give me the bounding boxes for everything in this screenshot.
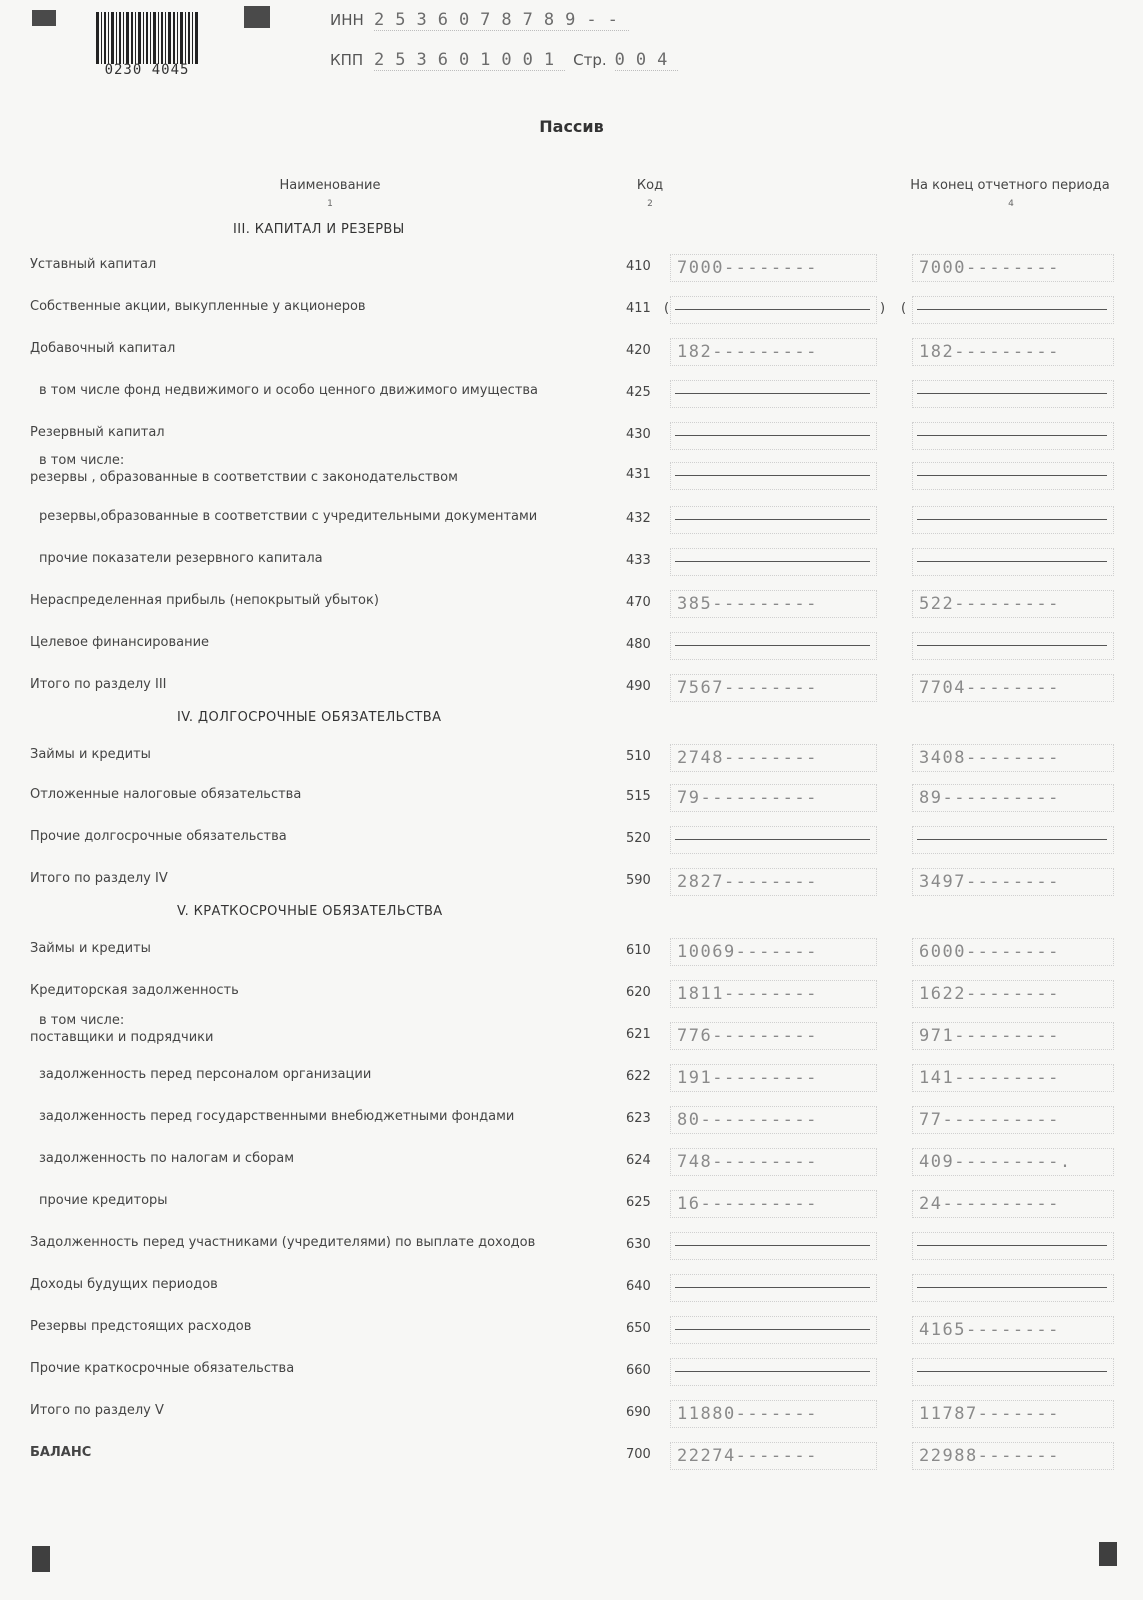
empty-dash-line [675,393,870,394]
value-cell-period-2 [912,1022,1114,1050]
value-cell-period-1 [670,784,877,812]
value-cell-period-1 [670,506,877,534]
section-title-short-term: V. КРАТКОСРОЧНЫЕ ОБЯЗАТЕЛЬСТВА [177,904,443,919]
empty-dash-line [675,1245,870,1246]
inn-value: 2536078789-- [374,9,629,30]
open-paren-2: ( [901,301,907,316]
value-cell-period-2 [912,422,1114,450]
value-text: 7567-------- [677,678,818,698]
column-header-code: Код [636,178,664,193]
row-label-line: Резервный капитал [30,425,165,440]
value-cell-period-2 [912,632,1114,660]
row-label [30,382,624,399]
page-label: Стр. [573,51,607,69]
value-text: 79---------- [677,788,818,808]
row-label-line: Итого по разделу III [30,677,167,692]
value-cell-period-1 [670,1232,877,1260]
row-label [30,940,615,957]
row-label [30,1276,615,1293]
value-cell-period-1 [670,1022,877,1050]
value-text: 11880------- [677,1404,818,1424]
row-label-line: Резервы предстоящих расходов [30,1319,252,1334]
value-cell-period-2 [912,380,1114,408]
row-label [30,786,615,803]
corner-marker-bottom-left [32,1546,50,1572]
row-label [30,982,615,999]
row-label-line: Кредиторская задолженность [30,983,239,998]
value-cell-period-1 [670,1400,877,1428]
value-text: 2748-------- [677,748,818,768]
value-cell-period-2 [912,1148,1114,1176]
inn-label: ИНН [330,11,364,29]
value-cell-period-2 [912,1400,1114,1428]
row-code: 510 [626,749,651,764]
row-label-line: Займы и кредиты [30,941,151,956]
corner-marker-top-left [32,10,56,26]
value-cell-period-2 [912,1064,1114,1092]
value-text: 141--------- [919,1068,1060,1088]
row-label-line: резервы,образованные в соответствии с учредительными документами [39,509,538,524]
value-text: 182--------- [677,342,818,362]
row-label [30,1318,615,1335]
row-code: 610 [626,943,651,958]
row-code: 622 [626,1069,651,1084]
row-code: 433 [626,553,651,568]
row-label-line: в том числе: [39,453,125,468]
row-code: 410 [626,259,651,274]
value-cell-period-2 [912,296,1114,324]
value-cell-period-1 [670,868,877,896]
empty-dash-line [917,1287,1107,1288]
barcode [96,12,198,64]
empty-dash-line [917,561,1107,562]
value-text: 182--------- [919,342,1060,362]
column-number-end-period: 4 [1008,199,1014,209]
row-code: 431 [626,467,651,482]
column-number-code: 2 [647,199,653,209]
value-cell-period-2 [912,1190,1114,1218]
value-cell-period-1 [670,380,877,408]
value-cell-period-2 [912,826,1114,854]
row-code: 624 [626,1153,651,1168]
value-cell-period-1 [670,338,877,366]
row-label [30,1360,615,1377]
value-cell-period-2 [912,980,1114,1008]
value-text: 7000-------- [919,258,1060,278]
value-cell-period-2 [912,784,1114,812]
empty-dash-line [675,435,870,436]
row-label [30,508,624,525]
row-code: 430 [626,427,651,442]
empty-dash-line [675,1371,870,1372]
value-cell-period-2 [912,462,1114,490]
value-text: 3408-------- [919,748,1060,768]
row-code: 625 [626,1195,651,1210]
row-label-line: задолженность перед персоналом организации [39,1067,372,1082]
empty-dash-line [917,393,1107,394]
row-code: 690 [626,1405,651,1420]
value-text: 409---------. [919,1152,1072,1172]
row-label [30,298,615,315]
value-text: 4165-------- [919,1320,1060,1340]
value-cell-period-2 [912,1106,1114,1134]
value-cell-period-1 [670,548,877,576]
value-cell-period-1 [670,980,877,1008]
page-title: Пассив [539,117,604,136]
row-code: 470 [626,595,651,610]
section-title-capital: III. КАПИТАЛ И РЕЗЕРВЫ [233,222,405,237]
value-text: 385--------- [677,594,818,614]
value-cell-period-1 [670,744,877,772]
row-code: 700 [626,1447,651,1462]
kpp-row [330,48,678,72]
value-text: 10069------- [677,942,818,962]
value-cell-period-2 [912,1232,1114,1260]
row-code: 650 [626,1321,651,1336]
value-text: 776--------- [677,1026,818,1046]
value-text: 971--------- [919,1026,1060,1046]
value-text: 6000-------- [919,942,1060,962]
row-label [30,424,615,441]
empty-dash-line [917,519,1107,520]
value-cell-period-2 [912,506,1114,534]
row-code: 660 [626,1363,651,1378]
value-text: 16---------- [677,1194,818,1214]
value-cell-period-2 [912,674,1114,702]
row-label [30,634,615,651]
row-code: 480 [626,637,651,652]
empty-dash-line [675,561,870,562]
value-cell-period-1 [670,674,877,702]
value-cell-period-1 [670,296,877,324]
row-code: 590 [626,873,651,888]
row-label [30,676,615,693]
row-label-line: в том числе: [39,1013,125,1028]
value-text: 7704-------- [919,678,1060,698]
value-cell-period-1 [670,632,877,660]
column-header-name: Наименование [279,178,381,193]
row-label-line: Доходы будущих периодов [30,1277,218,1292]
value-text: 191--------- [677,1068,818,1088]
row-label [30,256,615,273]
empty-dash-line [675,1329,870,1330]
row-label [30,828,615,845]
row-code: 640 [626,1279,651,1294]
row-code: 411 [626,301,651,316]
value-text: 7000-------- [677,258,818,278]
value-text: 522--------- [919,594,1060,614]
row-code: 520 [626,831,651,846]
value-cell-period-1 [670,826,877,854]
row-label [30,340,615,357]
value-text: 24---------- [919,1194,1060,1214]
row-label-line: прочие кредиторы [39,1193,168,1208]
kpp-value: 253601001 [374,49,566,70]
value-text: 89---------- [919,788,1060,808]
row-code: 620 [626,985,651,1000]
value-text: 22274------- [677,1446,818,1466]
value-cell-period-2 [912,1358,1114,1386]
row-label [30,1444,615,1461]
value-text: 22988------- [919,1446,1060,1466]
row-label [30,1066,624,1083]
value-text: 1622-------- [919,984,1060,1004]
row-label [30,592,615,609]
row-label-line: в том числе фонд недвижимого и особо ценного движимого имущества [39,383,539,398]
value-cell-period-1 [670,1358,877,1386]
row-label-line: Итого по разделу V [30,1403,164,1418]
value-text: 3497-------- [919,872,1060,892]
row-label-line: задолженность по налогам и сборам [39,1151,295,1166]
inn-row [330,8,629,32]
row-label-line-2: резервы , образованные в соответствии с законодательством [30,470,458,485]
value-cell-period-1 [670,590,877,618]
row-label [30,870,615,887]
row-label-line: Собственные акции, выкупленные у акционеров [30,299,366,314]
row-code: 623 [626,1111,651,1126]
empty-dash-line [675,839,870,840]
value-text: 11787------- [919,1404,1060,1424]
row-label [30,1012,624,1046]
value-cell-period-2 [912,868,1114,896]
value-cell-period-2 [912,548,1114,576]
row-label-line: Нераспределенная прибыль (непокрытый убыток) [30,593,379,608]
value-cell-period-1 [670,254,877,282]
value-text: 80---------- [677,1110,818,1130]
value-cell-period-1 [670,462,877,490]
row-label [30,1150,624,1167]
row-label [30,452,624,486]
column-number-name: 1 [327,199,333,209]
value-cell-period-1 [670,422,877,450]
row-label [30,1192,624,1209]
row-label-line: БАЛАНС [30,1445,92,1460]
empty-dash-line [675,1287,870,1288]
empty-dash-line [675,519,870,520]
close-paren: ) [880,301,886,316]
row-code: 432 [626,511,651,526]
barcode-number: 0230 4045 [104,62,190,78]
value-cell-period-2 [912,1316,1114,1344]
value-text: 1811-------- [677,984,818,1004]
value-text: 77---------- [919,1110,1060,1130]
row-code: 630 [626,1237,651,1252]
row-label [30,1402,615,1419]
row-label-line: Целевое финансирование [30,635,210,650]
value-cell-period-2 [912,1442,1114,1470]
value-cell-period-2 [912,1274,1114,1302]
value-cell-period-2 [912,590,1114,618]
row-label-line: Уставный капитал [30,257,157,272]
empty-dash-line [675,309,870,310]
row-label [30,550,624,567]
row-label-line-2: поставщики и подрядчики [30,1030,214,1045]
row-label-line: Прочие краткосрочные обязательства [30,1361,295,1376]
value-text: 2827-------- [677,872,818,892]
row-label-line: задолженность перед государственными внебюджетными фондами [39,1109,515,1124]
empty-dash-line [917,1245,1107,1246]
row-label-line: Займы и кредиты [30,747,151,762]
column-header-end-period: На конец отчетного периода [910,178,1110,193]
empty-dash-line [917,309,1107,310]
row-code: 621 [626,1027,651,1042]
value-cell-period-1 [670,1148,877,1176]
row-label [30,1234,615,1251]
value-text: 748--------- [677,1152,818,1172]
section-title-long-term: IV. ДОЛГОСРОЧНЫЕ ОБЯЗАТЕЛЬСТВА [177,710,442,725]
empty-dash-line [917,475,1107,476]
value-cell-period-1 [670,1106,877,1134]
corner-marker-bottom-right [1099,1542,1117,1566]
value-cell-period-2 [912,938,1114,966]
empty-dash-line [675,645,870,646]
value-cell-period-2 [912,744,1114,772]
value-cell-period-1 [670,1190,877,1218]
value-cell-period-1 [670,1064,877,1092]
empty-dash-line [675,475,870,476]
value-cell-period-1 [670,1274,877,1302]
value-cell-period-2 [912,338,1114,366]
empty-dash-line [917,645,1107,646]
row-label-line: Добавочный капитал [30,341,176,356]
empty-dash-line [917,839,1107,840]
row-code: 515 [626,789,651,804]
value-cell-period-2 [912,254,1114,282]
row-code: 490 [626,679,651,694]
value-cell-period-1 [670,1316,877,1344]
open-paren: ( [664,301,670,316]
row-label [30,746,615,763]
row-code: 420 [626,343,651,358]
row-label-line: Итого по разделу IV [30,871,168,886]
row-label-line: Прочие долгосрочные обязательства [30,829,287,844]
value-cell-period-1 [670,1442,877,1470]
row-code: 425 [626,385,651,400]
row-label-line: Задолженность перед участниками (учредителями) по выплате доходов [30,1235,536,1250]
kpp-label: КПП [330,51,364,69]
row-label-line: прочие показатели резервного капитала [39,551,323,566]
page-value: 004 [614,49,679,70]
empty-dash-line [917,1371,1107,1372]
row-label [30,1108,624,1125]
row-label-line: Отложенные налоговые обязательства [30,787,302,802]
corner-marker-top-center [244,6,270,28]
value-cell-period-1 [670,938,877,966]
empty-dash-line [917,435,1107,436]
